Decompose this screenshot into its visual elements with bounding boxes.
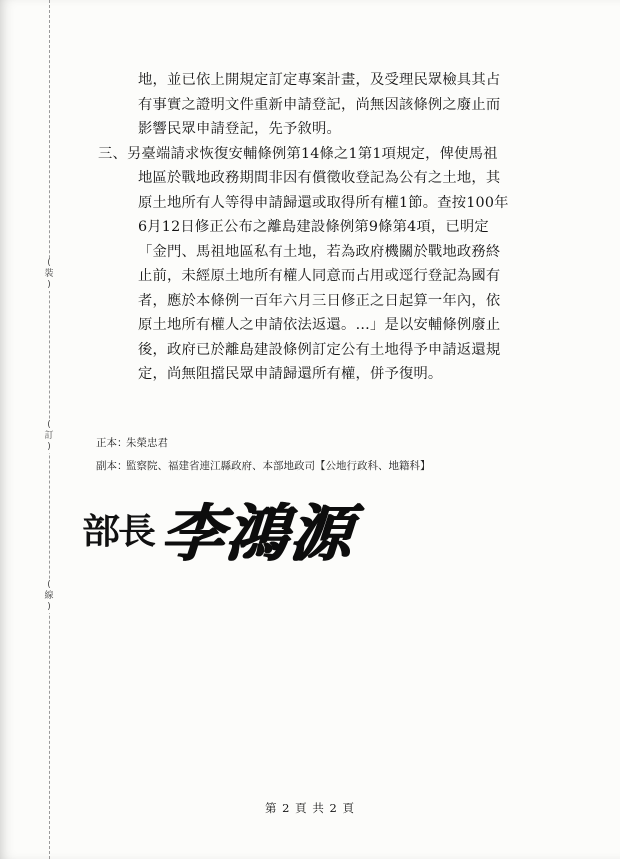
binding-mark-ding: ( 訂 ) — [42, 420, 56, 453]
copy-value: 監察院、福建省連江縣政府、本部地政司【公地行政科、地籍科】 — [126, 460, 431, 472]
body-line: 地區於戰地政務期間非因有償徵收登記為公有之土地，其 — [138, 170, 501, 186]
body-line-quote: 者，應於本條例一百年六月三日修正之日起算一年內，依 — [138, 292, 501, 309]
original-value: 朱榮忠君 — [126, 437, 168, 449]
original-label: 正本： — [96, 437, 128, 449]
page-number: 第 2 頁 共 2 頁 — [265, 801, 355, 815]
minister-signature — [82, 488, 357, 570]
body-line: 影響民眾申請登記，先予敘明。 — [138, 121, 341, 137]
body-line-quote: 「金門、馬祖地區私有土地，若為政府機關於戰地政務終 — [138, 243, 501, 260]
body-line: 原土地所有人等得申請歸還或取得所有權1節。查按100年 — [138, 194, 509, 211]
body-line-quote: 止前，未經原土地所有權人同意而占用或逕行登記為國有 — [138, 268, 501, 284]
body-line: 地，並已依上開規定訂定專案計畫，及受理民眾檢具其占 — [138, 72, 501, 88]
body-line: 定，尚無阻擋民眾申請歸還所有權，併予復明。 — [138, 366, 443, 382]
body-line-quote: 原土地所有權人之申請依法返還。…」是以安輔條例廢止 — [138, 317, 501, 333]
body-line: 後，政府已於離島建設條例訂定公有土地得予申請返還規 — [138, 341, 501, 358]
letter-body — [98, 68, 568, 387]
copy-recipients — [96, 459, 431, 473]
original-recipient — [96, 436, 168, 450]
signature-name: 李鴻源 — [159, 496, 357, 570]
body-line-item-3: 三、另臺端請求恢復安輔條例第14條之1第1項規定，俾使馬祖 — [98, 145, 498, 162]
binding-mark-xian: ( 線 ) — [42, 580, 56, 613]
binding-mark-zhuang: ( 裝 ) — [42, 258, 56, 291]
body-line: 有事實之證明文件重新申請登記，尚無因該條例之廢止而 — [138, 96, 501, 113]
signature-title: 部長 — [82, 510, 155, 552]
copy-label: 副本： — [96, 460, 128, 472]
body-line: 6月12日修正公布之離島建設條例第9條第4項，已明定 — [138, 219, 489, 235]
